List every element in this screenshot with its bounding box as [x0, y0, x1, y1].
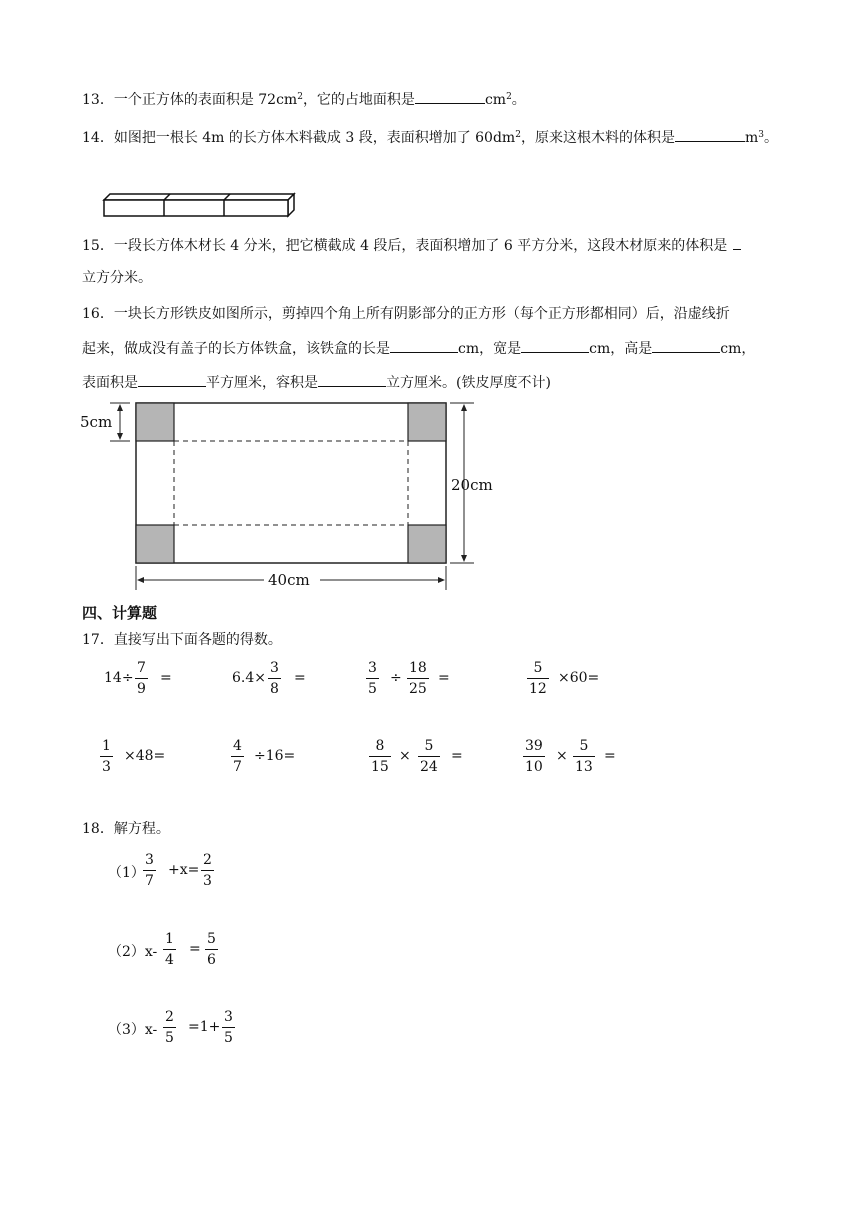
q13-end: 。	[511, 92, 526, 108]
expr-text: =	[604, 748, 616, 764]
q14-unit-sup: 3	[758, 130, 764, 140]
q13-unit: cm	[484, 92, 507, 108]
equation-label: （2）x-	[108, 944, 158, 960]
fraction: 3 7	[145, 852, 154, 889]
expr-text: 14÷	[104, 670, 134, 686]
question-16-line2	[82, 338, 755, 359]
q16-line2c: cm，高是	[589, 341, 653, 357]
expr-text: ÷16=	[254, 748, 296, 764]
expr-text: =	[294, 670, 306, 686]
question-15	[82, 235, 741, 256]
question-18: 18．解方程。	[82, 821, 170, 837]
answer-blank[interactable]	[521, 338, 589, 353]
q13-text-b: ，它的占地面积是	[302, 92, 415, 108]
q14-text-b: ，原来这根木料的体积是	[520, 130, 675, 146]
q16-line3b: 平方厘米，容积是	[206, 375, 318, 391]
question-16-line3	[82, 372, 551, 393]
q14-end: 。	[763, 130, 778, 146]
fraction: 18 25	[409, 660, 427, 697]
expr-op: ÷	[390, 670, 402, 686]
answer-blank[interactable]	[415, 89, 485, 104]
beam-figure	[100, 190, 300, 220]
fraction: 3 5	[224, 1009, 233, 1046]
fraction: 3 8	[270, 660, 279, 697]
width-label: 40cm	[268, 571, 310, 589]
expr-text: ×60=	[558, 670, 600, 686]
answer-blank[interactable]	[652, 338, 720, 353]
answer-blank[interactable]	[390, 338, 458, 353]
expr-text: =	[451, 748, 463, 764]
fraction: 8 15	[371, 738, 389, 775]
sheet-figure	[78, 398, 508, 593]
expr-text: 6.4×	[232, 670, 266, 686]
equation-label: （3）x-	[108, 1022, 158, 1038]
equation-text: =	[189, 941, 201, 957]
q13-unit-sup: 2	[506, 92, 512, 102]
answer-blank[interactable]	[733, 235, 741, 250]
question-13	[82, 89, 526, 110]
expr-text: =	[160, 670, 172, 686]
q16-line2a: 起来，做成没有盖子的长方体铁盒，该铁盒的长是	[82, 341, 390, 357]
q16-line3c: 立方厘米。(铁皮厚度不计)	[386, 375, 551, 391]
q14-unit: m	[744, 130, 759, 146]
q16-line1: 16．一块长方形铁皮如图所示，剪掉四个角上所有阴影部分的正方形（每个正方形都相同）后，沿虚线折	[82, 306, 730, 322]
fraction: 5 24	[420, 738, 438, 775]
q13-sup: 2	[297, 92, 303, 102]
fraction: 1 4	[165, 931, 174, 968]
fraction: 5 13	[575, 738, 593, 775]
fraction: 1 3	[102, 738, 111, 775]
fraction: 5 12	[529, 660, 547, 697]
question-15-cont	[82, 268, 152, 288]
q14-text: 14．如图把一根长 4m 的长方体木料截成 3 段，表面积增加了 60dm	[82, 130, 516, 146]
side-length-label: 5cm	[80, 413, 113, 431]
answer-blank[interactable]	[675, 127, 745, 142]
fraction: 5 6	[207, 931, 216, 968]
q14-sup: 2	[515, 130, 521, 140]
answer-blank[interactable]	[318, 372, 386, 387]
section-heading: 四、计算题	[82, 604, 158, 622]
height-label: 20cm	[451, 476, 493, 494]
q16-line2b: cm，宽是	[458, 341, 522, 357]
q16-line2d: cm，	[720, 341, 756, 357]
fraction: 39 10	[525, 738, 543, 775]
question-14	[82, 127, 778, 148]
fraction: 2 5	[165, 1009, 174, 1046]
fraction: 7 9	[137, 660, 146, 697]
q15-line1: 15．一段长方体木材长 4 分米，把它横截成 4 段后，表面积增加了 6 平方分米，这段木材原来的体积是	[82, 238, 728, 254]
question-17: 17．直接写出下面各题的得数。	[82, 632, 282, 648]
expr-op: ×	[556, 748, 568, 764]
expr-text: ×48=	[124, 748, 166, 764]
expr-text: =	[438, 670, 450, 686]
expr-op: ×	[399, 748, 411, 764]
fraction: 2 3	[203, 852, 212, 889]
answer-blank[interactable]	[138, 372, 206, 387]
equation-text: =1+	[188, 1019, 221, 1035]
equation-label: （1）	[108, 865, 145, 881]
question-16	[82, 304, 730, 324]
q16-line3a: 表面积是	[82, 375, 138, 391]
fraction: 3 5	[368, 660, 377, 697]
fraction: 4 7	[233, 738, 242, 775]
q13-text: 13．一个正方体的表面积是 72cm	[82, 92, 298, 108]
equation-text: +x=	[168, 862, 200, 878]
q15-line2: 立方分米。	[82, 270, 152, 286]
